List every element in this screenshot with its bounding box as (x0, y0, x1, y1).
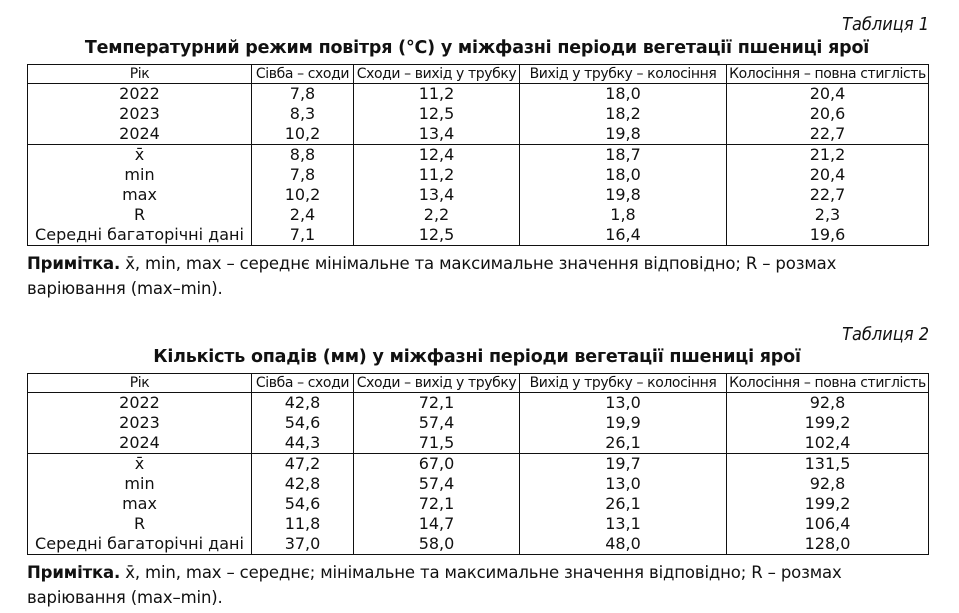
value-cell: 102,4 (727, 433, 929, 454)
value-cell: 20,6 (727, 104, 929, 124)
note-text: x̄, min, max – середнє; мінімальне та максимальне значення відповідно; R – розмах варіювання (max–min). (27, 563, 842, 607)
value-cell: 26,1 (520, 494, 727, 514)
row-label-cell: 2023 (28, 104, 252, 124)
row-label-cell: 2022 (28, 393, 252, 414)
value-cell: 44,3 (252, 433, 354, 454)
table-row (28, 124, 929, 145)
value-cell: 1,8 (520, 205, 727, 225)
row-label-cell: Середні багаторічні дані (28, 225, 252, 246)
value-cell: 18,0 (520, 84, 727, 105)
table-row (28, 413, 929, 433)
value-cell: 19,8 (520, 124, 727, 145)
table-header-row (28, 65, 929, 84)
value-cell: 2,4 (252, 205, 354, 225)
value-cell: 21,2 (727, 145, 929, 166)
table-row (28, 433, 929, 454)
value-cell: 92,8 (727, 393, 929, 414)
row-label-cell: max (28, 494, 252, 514)
column-header: Сівба – сходи (252, 374, 354, 393)
value-cell: 106,4 (727, 514, 929, 534)
column-header: Сходи – вихід у трубку (354, 65, 520, 84)
value-cell: 48,0 (520, 534, 727, 555)
value-cell: 42,8 (252, 393, 354, 414)
row-label-cell: 2022 (28, 84, 252, 105)
table-1-title: Температурний режим повітря (°С) у міжфазні періоди вегетації пшениці ярої (84, 38, 870, 58)
value-cell: 19,7 (520, 454, 727, 475)
value-cell: 11,2 (354, 84, 520, 105)
table-year-rows (28, 393, 929, 454)
row-label-cell: min (28, 474, 252, 494)
value-cell: 10,2 (252, 124, 354, 145)
table-1-note (27, 251, 932, 301)
table-stat-rows (28, 145, 929, 246)
value-cell: 72,1 (354, 494, 520, 514)
value-cell: 128,0 (727, 534, 929, 555)
value-cell: 54,6 (252, 494, 354, 514)
table-row (28, 454, 929, 475)
note-text: x̄, min, max – середнє мінімальне та максимальне значення відповідно; R – розмах варіювання (max–min). (27, 254, 837, 298)
value-cell: 13,4 (354, 124, 520, 145)
row-label-cell: 2024 (28, 433, 252, 454)
value-cell: 11,8 (252, 514, 354, 534)
value-cell: 22,7 (727, 185, 929, 205)
table-row (28, 393, 929, 414)
table-stat-rows (28, 454, 929, 555)
column-header: Сходи – вихід у трубку (354, 374, 520, 393)
column-header: Вихід у трубку – колосіння (520, 65, 727, 84)
column-header: Сівба – сходи (252, 65, 354, 84)
note-label: Примітка. (27, 254, 121, 273)
row-label-cell: Середні багаторічні дані (28, 534, 252, 555)
value-cell: 199,2 (727, 413, 929, 433)
value-cell: 20,4 (727, 165, 929, 185)
note-label: Примітка. (27, 563, 121, 582)
table-row (28, 145, 929, 166)
row-label-cell: max (28, 185, 252, 205)
row-label-cell: 2024 (28, 124, 252, 145)
column-header: Колосіння – повна стиглість (727, 65, 929, 84)
value-cell: 11,2 (354, 165, 520, 185)
table-2 (27, 373, 929, 555)
value-cell: 131,5 (727, 454, 929, 475)
table-row (28, 205, 929, 225)
row-label-cell: min (28, 165, 252, 185)
value-cell: 18,0 (520, 165, 727, 185)
value-cell: 13,0 (520, 393, 727, 414)
value-cell: 14,7 (354, 514, 520, 534)
value-cell: 37,0 (252, 534, 354, 555)
table-row (28, 225, 929, 246)
value-cell: 10,2 (252, 185, 354, 205)
value-cell: 22,7 (727, 124, 929, 145)
value-cell: 13,1 (520, 514, 727, 534)
value-cell: 13,4 (354, 185, 520, 205)
value-cell: 7,8 (252, 165, 354, 185)
value-cell: 13,0 (520, 474, 727, 494)
table-2-number: Таблиця 2 (842, 324, 929, 345)
table-row (28, 534, 929, 555)
value-cell: 72,1 (354, 393, 520, 414)
table-row (28, 104, 929, 124)
value-cell: 57,4 (354, 474, 520, 494)
value-cell: 7,8 (252, 84, 354, 105)
value-cell: 2,3 (727, 205, 929, 225)
table-2-title: Кількість опадів (мм) у міжфазні періоди вегетації пшениці ярої (153, 347, 801, 367)
row-label-cell: x̄ (28, 145, 252, 166)
table-2-note (27, 560, 932, 610)
row-label-cell: x̄ (28, 454, 252, 475)
value-cell: 12,5 (354, 104, 520, 124)
value-cell: 42,8 (252, 474, 354, 494)
row-label-cell: R (28, 514, 252, 534)
value-cell: 19,8 (520, 185, 727, 205)
value-cell: 71,5 (354, 433, 520, 454)
table-header-row (28, 374, 929, 393)
value-cell: 92,8 (727, 474, 929, 494)
value-cell: 54,6 (252, 413, 354, 433)
value-cell: 67,0 (354, 454, 520, 475)
value-cell: 47,2 (252, 454, 354, 475)
value-cell: 57,4 (354, 413, 520, 433)
table-row (28, 165, 929, 185)
value-cell: 8,3 (252, 104, 354, 124)
table-row (28, 84, 929, 105)
value-cell: 12,4 (354, 145, 520, 166)
table-1-number: Таблиця 1 (842, 14, 929, 35)
value-cell: 2,2 (354, 205, 520, 225)
table-row (28, 514, 929, 534)
value-cell: 199,2 (727, 494, 929, 514)
value-cell: 16,4 (520, 225, 727, 246)
table-1 (27, 64, 929, 246)
column-header: Рік (28, 65, 252, 84)
value-cell: 7,1 (252, 225, 354, 246)
column-header: Колосіння – повна стиглість (727, 374, 929, 393)
value-cell: 18,2 (520, 104, 727, 124)
value-cell: 8,8 (252, 145, 354, 166)
table-year-rows (28, 84, 929, 145)
value-cell: 19,9 (520, 413, 727, 433)
value-cell: 58,0 (354, 534, 520, 555)
column-header: Вихід у трубку – колосіння (520, 374, 727, 393)
table-row (28, 474, 929, 494)
value-cell: 18,7 (520, 145, 727, 166)
column-header: Рік (28, 374, 252, 393)
row-label-cell: 2023 (28, 413, 252, 433)
table-row (28, 185, 929, 205)
table-row (28, 494, 929, 514)
value-cell: 20,4 (727, 84, 929, 105)
value-cell: 26,1 (520, 433, 727, 454)
value-cell: 19,6 (727, 225, 929, 246)
row-label-cell: R (28, 205, 252, 225)
value-cell: 12,5 (354, 225, 520, 246)
